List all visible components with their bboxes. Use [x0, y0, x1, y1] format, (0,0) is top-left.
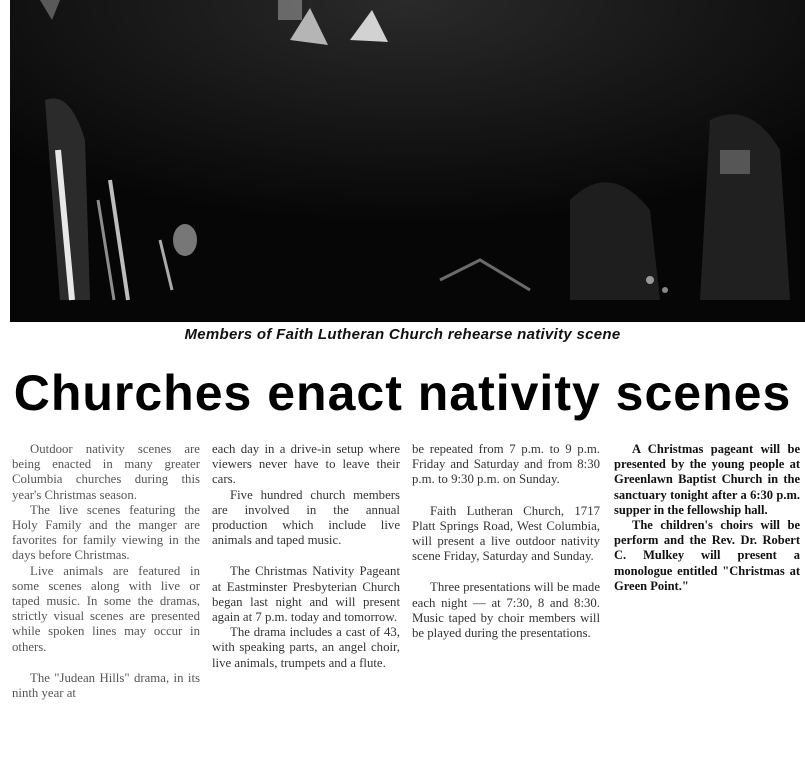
- photo-image: [10, 0, 805, 322]
- paragraph: Outdoor nativity scenes are being enacted in many greater Columbia churches during this year's Christmas season.: [12, 442, 200, 502]
- paragraph: A Christmas pageant will be presented by the young people at Greenlawn Baptist Church in the sanctuary tonight after a 6:30 p.m. supper in the fellowship hall.: [614, 442, 800, 517]
- paragraph: each day in a drive-in setup where viewers never have to leave their cars.: [212, 442, 400, 487]
- article-column-3: [412, 442, 600, 641]
- paragraph: The live scenes featuring the Holy Family and the manger are favorites for family viewing in the days before Christmas.: [12, 502, 200, 563]
- paragraph: The "Judean Hills" drama, in its ninth year at: [12, 670, 200, 701]
- paragraph: The drama includes a cast of 43, with speaking parts, an angel choir, live animals, trumpets and a flute.: [212, 625, 400, 670]
- photo-caption: Members of Faith Lutheran Church rehearse nativity scene: [184, 326, 621, 343]
- article-column-4: [614, 442, 800, 594]
- paragraph: The Christmas Nativity Pageant at Eastminster Presbyterian Church began last night and will present again at 7 p.m. today and tomorrow.: [212, 564, 400, 625]
- headline: Churches enact nativity scenes: [13, 365, 792, 421]
- paragraph: be repeated from 7 p.m. to 9 p.m. Friday and Saturday and from 8:30 p.m. to 9:30 p.m. on Sunday.: [412, 442, 600, 487]
- nativity-scene-photo: [10, 0, 805, 322]
- paragraph: Live animals are featured in some scenes along with live or taped music. In some the dramas, strictly visual scenes are presented while spoken lines may occur in others.: [12, 563, 200, 654]
- paragraph: Faith Lutheran Church, 1717 Platt Springs Road, West Columbia, will present a live outdoor nativity scene Friday, Saturday and Sunday.: [412, 503, 600, 564]
- article-column-2: [212, 442, 400, 671]
- article-column-1: [12, 442, 200, 701]
- paragraph: Three presentations will be made each night — at 7:30, 8 and 8:30. Music taped by choir members will be played during the presentations.: [412, 580, 600, 641]
- paragraph: Five hundred church members are involved in the annual production which include live animals and taped music.: [212, 487, 400, 548]
- paragraph: The children's choirs will be perform and the Rev. Dr. Robert C. Mulkey will present a monologue entitled "Christmas at Green Point.": [614, 518, 800, 593]
